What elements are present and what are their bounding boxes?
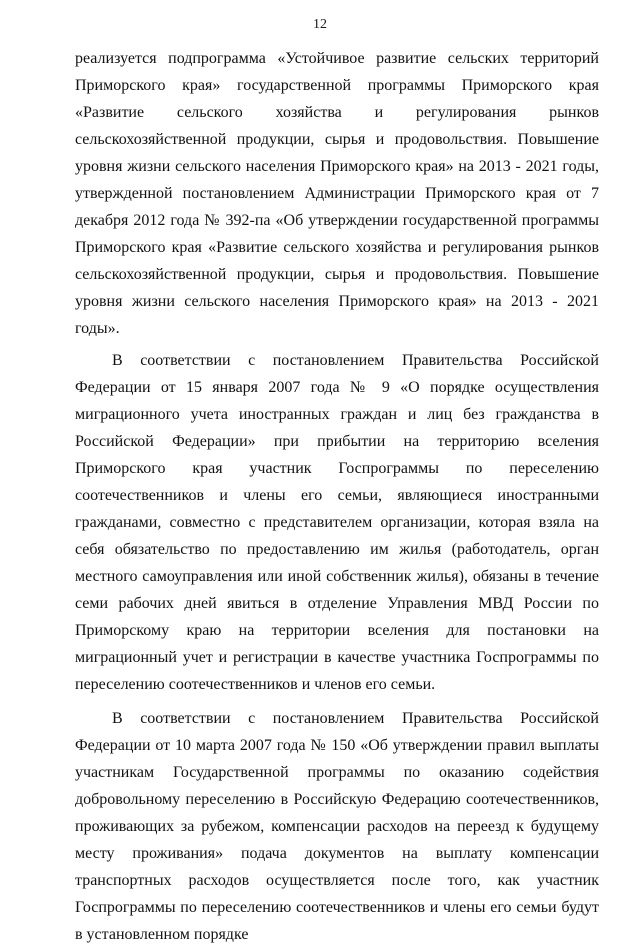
paragraph-1: реализуется подпрограмма «Устойчивое развитие сельских территорий Приморского края» государственной программы Приморского края «Развитие сельского хозяйства и регулирования рынков сельскохозяйственной продукции, сырья и продовольствия. Повышение уровня жизни сельского населения Приморского края» на 2013 - 2021 годы, утвержденной постановлением Администрации Приморского края от 7 декабря 2012 года № 392-па «Об утверждении государственной программы Приморского края «Развитие сельского хозяйства и регулирования рынков сельскохозяйственной продукции, сырья и продовольствия. Повышение уровня жизни сельского населения Приморского края» на 2013 - 2021 годы». xyxy=(75,50,599,337)
page-number: 12 xyxy=(313,17,327,32)
document-body xyxy=(75,45,599,948)
paragraph-3: В соответствии с постановлением Правительства Российской Федерации от 10 марта 2007 года № 150 «Об утверждении правил выплаты участникам Государственной программы по оказанию содействия добровольному переселению в Российскую Федерацию соотечественников, проживающих за рубежом, компенсации расходов на переезд к будущему месту проживания» подача документов на выплату компенсации транспортных расходов осуществляется после того, как участник Госпрограммы по переселению соотечественников и члены его семьи будут в установленном порядке xyxy=(75,710,599,943)
paragraph-2: В соответствии с постановлением Правительства Российской Федерации от 15 января 2007 года № 9 «О порядке осуществления миграционного учета иностранных граждан и лиц без гражданства в Российской Федерации» при прибытии на территорию вселения Приморского края участник Госпрограммы по переселению соотечественников и члены его семьи, являющиеся иностранными гражданами, совместно с представителем организации, которая взяла на себя обязательство по предоставлению им жилья (работодатель, орган местного самоуправления или иной собственник жилья), обязаны в течение семи рабочих дней явиться в отделение Управления МВД России по Приморскому краю на территории вселения для постановки на миграционный учет и регистрации в качестве участника Госпрограммы по переселению соотечественников и членов его семьи. xyxy=(75,352,599,693)
